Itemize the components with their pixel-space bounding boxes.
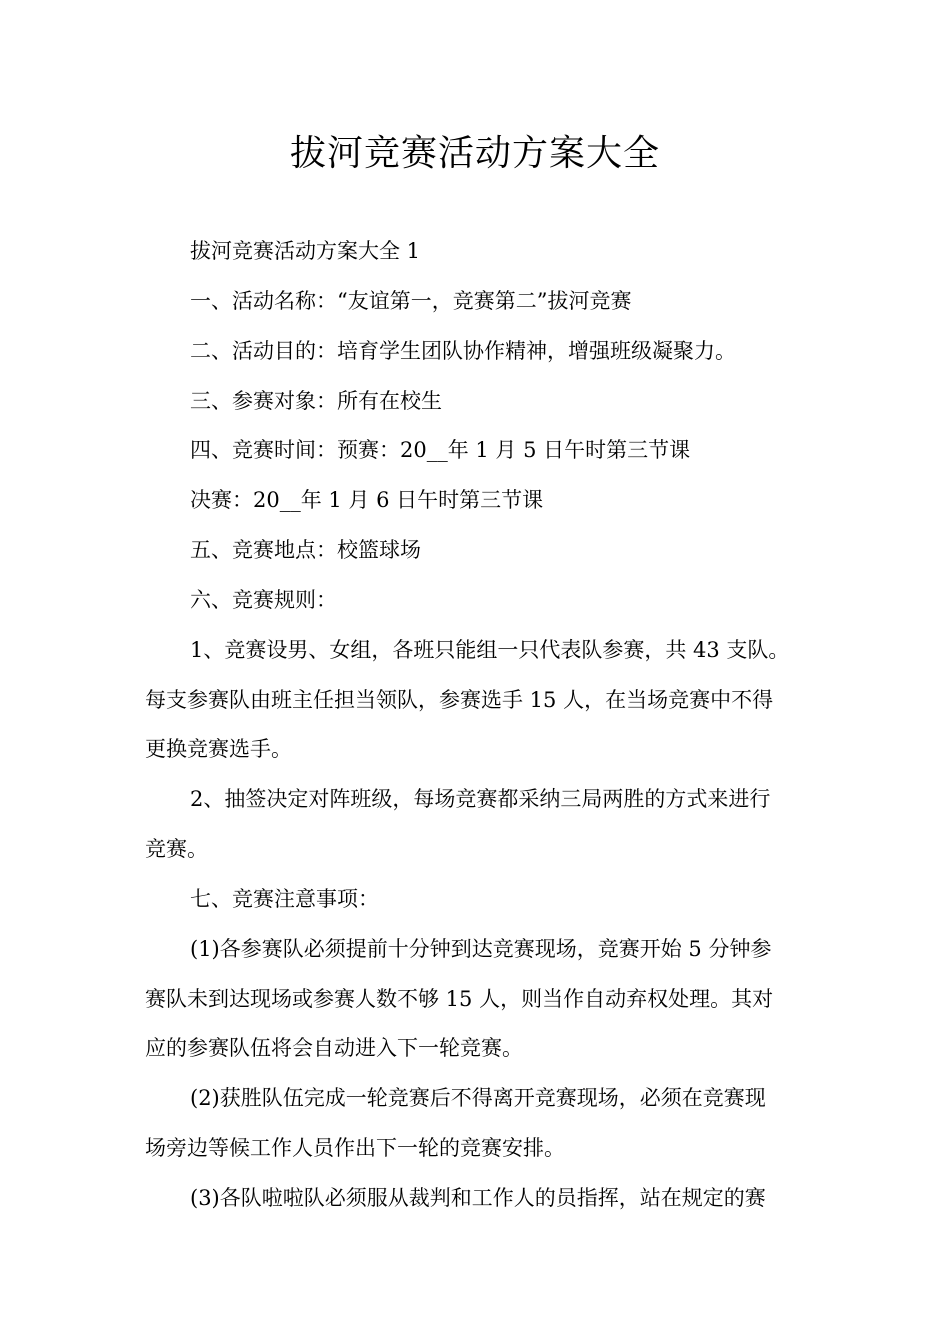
paragraph-line: 2、抽签决定对阵班级，每场竞赛都采纳三局两胜的方式来进行 (190, 787, 771, 811)
paragraph-line: 三、参赛对象：所有在校生 (190, 389, 442, 413)
subtitle-line: 拔河竞赛活动方案大全 1 (190, 239, 421, 263)
paragraph-line: 应的参赛队伍将会自动进入下一轮竞赛。 (145, 1036, 523, 1060)
paragraph-line: 场旁边等候工作人员作出下一轮的竞赛安排。 (145, 1136, 565, 1160)
paragraph-line: 七、竞赛注意事项： (190, 887, 379, 911)
paragraph-line: (1)各参赛队必须提前十分钟到达竞赛现场，竞赛开始 5 分钟参 (190, 937, 772, 961)
paragraph-line: (3)各队啦啦队必须服从裁判和工作人的员指挥，站在规定的赛 (190, 1186, 766, 1210)
paragraph-line: 六、竞赛规则： (190, 588, 337, 612)
paragraph-line: 每支参赛队由班主任担当领队，参赛选手 15 人，在当场竞赛中不得 (145, 688, 774, 712)
document-title: 拔河竞赛活动方案大全 (289, 133, 660, 174)
paragraph-line: 竞赛。 (145, 837, 208, 861)
paragraph-line: 更换竞赛选手。 (145, 737, 292, 761)
paragraph-line: 决赛：20__年 1 月 6 日午时第三节课 (190, 488, 544, 512)
paragraph-line: 1、竞赛设男、女组，各班只能组一只代表队参赛，共 43 支队。 (190, 638, 790, 662)
paragraph-line: (2)获胜队伍完成一轮竞赛后不得离开竞赛现场，必须在竞赛现 (190, 1086, 766, 1110)
paragraph-line: 一、活动名称：“友谊第一，竞赛第二”拔河竞赛 (190, 289, 632, 313)
paragraph-line: 二、活动目的：培育学生团队协作精神，增强班级凝聚力。 (190, 339, 736, 363)
paragraph-line: 五、竞赛地点：校篮球场 (190, 538, 421, 562)
paragraph-line: 赛队未到达现场或参赛人数不够 15 人，则当作自动弃权处理。其对 (145, 987, 774, 1011)
paragraph-line: 四、竞赛时间：预赛：20__年 1 月 5 日午时第三节课 (190, 438, 691, 462)
